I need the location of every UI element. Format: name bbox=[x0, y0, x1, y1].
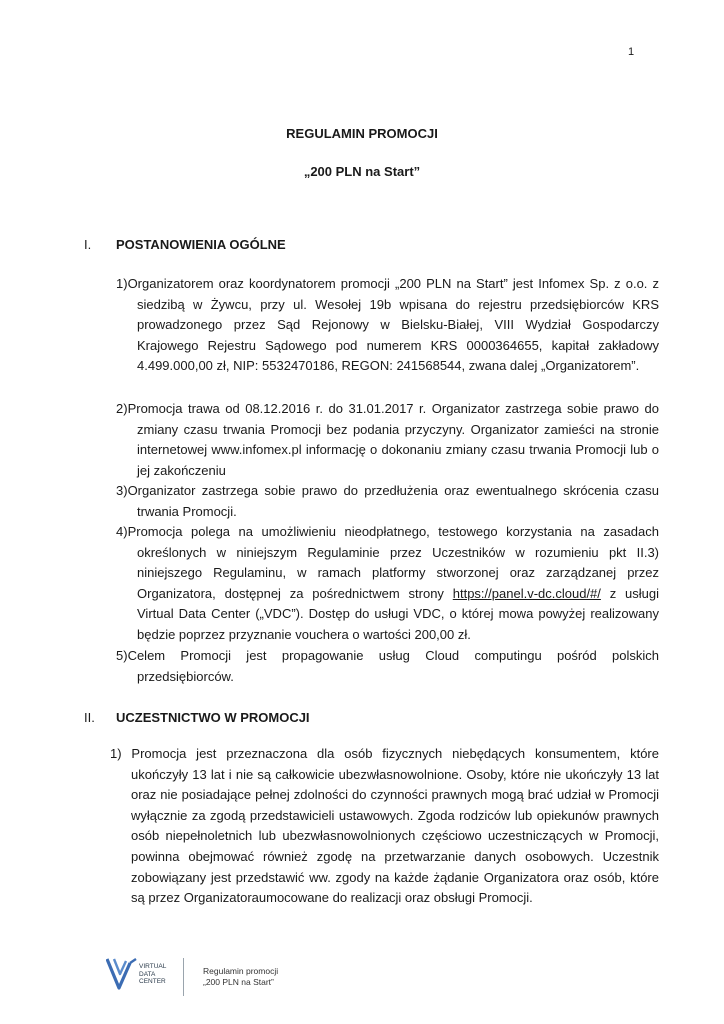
list-text: Promocja polega na umożliwieniu nieodpłatnego, testowego korzystania na zasadach określonych w niniejszym Regulaminie przez Uczestników w rozumieniu pkt II.3) niniejszego Regulaminu, w ramach platformy stworzonej oraz zarządzanej przez Organizatora, dostępnej za pośrednictwem strony bbox=[127, 524, 659, 601]
vdc-logo-text bbox=[139, 963, 166, 986]
page-number: 1 bbox=[628, 46, 635, 58]
list-text: Organizator zastrzega sobie prawo do przedłużenia oraz ewentualnego skrócenia czasu trwania Promocji. bbox=[127, 483, 659, 519]
section-heading-participation bbox=[84, 710, 310, 725]
list-text: Promocja trawa od 08.12.2016 r. do 31.01.2017 r. Organizator zastrzega sobie prawo do zmiany czasu trwania Promocji bez podania przyczyny. Organizator zamieści na stronie internetowej www.infomex.pl informację o dokonaniu zmiany czasu trwania Promocji lub o jej zakończeniu bbox=[127, 401, 659, 478]
list-marker: 2) bbox=[116, 401, 128, 416]
vdc-logo-icon bbox=[106, 957, 138, 991]
section-number: II. bbox=[84, 710, 95, 725]
list-item bbox=[116, 399, 659, 481]
list-marker: 1) bbox=[110, 746, 122, 761]
list-marker: 4) bbox=[116, 524, 128, 539]
list-item bbox=[116, 274, 659, 377]
section-number: I. bbox=[84, 237, 92, 252]
list-marker: 1) bbox=[116, 276, 128, 291]
list-marker: 5) bbox=[116, 648, 128, 663]
logo-line: DATA bbox=[139, 970, 156, 978]
list-marker: 3) bbox=[116, 483, 128, 498]
logo-line: VIRTUAL bbox=[139, 963, 167, 970]
list-text: Promocja jest przeznaczona dla osób fizycznych niebędących konsumentem, które ukończyły 13 lat i nie są całkowicie ubezwłasnowolnione. Osoby, które nie ukończyły 13 lat oraz nie posiadające pełnej zdolności do czynności prawnych mogą brać udział w Promocji wyłącznie za zgodą przedstawicieli ustawowych. Zgoda rodziców lub opiekunów prawnych osób niepełnoletnich lub ubezwłasnowolnionych częściowo uczestniczących w Promocji, powinna obejmować również zgodę na przetwarzanie danych osobowych. Uczestnik zobowiązany jest przedstawić ww. zgody na każde żądanie Organizatora oraz osób, które są przez Organizatoraumocowane do realizacji oraz obsługi Promocji. bbox=[131, 746, 659, 906]
list-item bbox=[116, 522, 659, 646]
footer-caption bbox=[203, 966, 278, 988]
list-item bbox=[116, 646, 659, 687]
list-item bbox=[110, 744, 659, 909]
list-text: Celem Promocji jest propagowanie usług Cloud computingu pośród polskich przedsiębiorców. bbox=[127, 648, 659, 684]
document-title: REGULAMIN PROMOCJI bbox=[286, 126, 438, 141]
panel-link[interactable]: https://panel.v-dc.cloud/#/ bbox=[452, 585, 601, 601]
section-title: POSTANOWIENIA OGÓLNE bbox=[116, 237, 286, 252]
document-subtitle: „200 PLN na Start” bbox=[303, 164, 421, 179]
section-title: UCZESTNICTWO W PROMOCJI bbox=[116, 710, 310, 725]
footer-divider bbox=[183, 958, 184, 996]
list-item bbox=[116, 481, 659, 522]
footer-caption-line: Regulamin promocji bbox=[203, 966, 279, 976]
list-text: z usługi Virtual Data Center („VDC”). Dostęp do usługi VDC, o której mowa powyżej realizowany będzie poprzez przyznanie vouchera o wartości 200,00 zł. bbox=[137, 585, 659, 642]
footer-caption-line: „200 PLN na Start” bbox=[203, 977, 274, 987]
section-heading-general bbox=[84, 237, 286, 252]
list-text: Organizatorem oraz koordynatorem promocji „200 PLN na Start” jest Infomex Sp. z o.o. z siedzibą w Żywcu, przy ul. Wesołej 19b wpisana do rejestru przedsiębiorców KRS prowadzonego przez Sąd Rejonowy w Bielsku-Białej, VIII Wydział Gospodarczy Krajowego Rejestru Sądowego pod numerem KRS 0000364655, kapitał zakładowy 4.499.000,00 zł, NIP: 5532470186, REGON: 241568544, zwana dalej „Organizatorem”. bbox=[127, 276, 659, 374]
logo-line: CENTER bbox=[139, 978, 166, 985]
